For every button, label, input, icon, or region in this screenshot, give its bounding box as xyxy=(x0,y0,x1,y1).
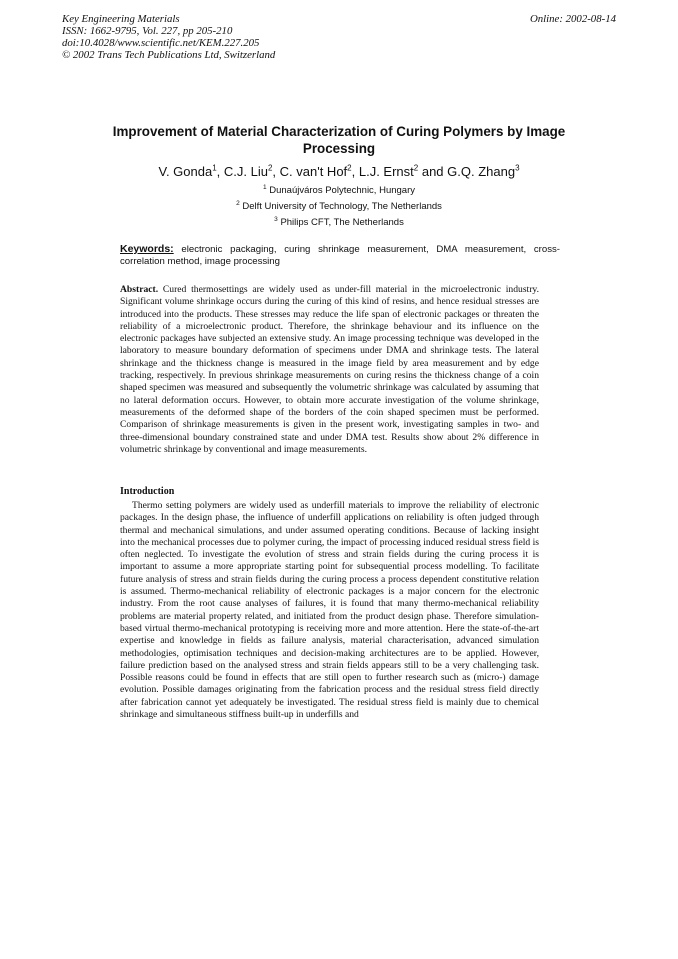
author: G.Q. Zhang$^3$ xyxy=(447,164,520,180)
abstract-label: Abstract. xyxy=(120,284,159,295)
author: C. van't Hof$^2$, xyxy=(279,164,359,180)
keywords-section xyxy=(120,243,560,268)
keywords-text: electronic packaging, curing shrinkage measurement, DMA measurement, cross-correlation method, image processing xyxy=(120,244,560,267)
online-date: Online: 2002-08-14 xyxy=(529,13,616,25)
abstract xyxy=(120,284,539,456)
author: V. Gonda$^1$, xyxy=(158,164,224,180)
issn-line: ISSN: 1662-9795, Vol. 227, pp 205-210 xyxy=(62,25,233,37)
keywords-label: Keywords: xyxy=(120,243,174,255)
abstract-text: Cured thermosettings are widely used as under-fill material in the microelectronic industry. Significant volume shrinkage occurs during the curing of this kind of resins, and hence residual stresses are introduced into the products. These stresses may reduce the life span of electronic packages or threaten the reliability of a microelectronic product. Therefore, the shrinkage behaviour and its influence on the electronic packages have subjected an extensive study. An image processing technique was developed in the laboratory to measure boundary deformation of specimens under DMA and shrinkage tests. The lateral shrinkage and the thickness change is measured in the image field by area measurement and by edge tracking, respectively. In previous shrinkage measurements on curing resins the thickness change of a coin shaped specimen was measured and subsequently the volumetric shrinkage was calculated by assuming that no lateral deformation occurs. However, to obtain more accurate investigation of the volume shrinkage, measurements of the deformed shape of the borders of the coin shaped specimen must be performed. Comparison of shrinkage measurements is given in the present work, investigating samples in two- and three-dimensional boundary constrained state and under DMA test. Results show about 2% difference in volumetric shrinkage by conventional and image measurements. xyxy=(120,284,539,455)
affiliation: $^1$ Dunaújváros Polytechnic, Hungary xyxy=(262,184,415,197)
paper-title: Improvement of Material Characterization of Curing Polymers by Image Processing xyxy=(112,124,566,156)
journal-name: Key Engineering Materials xyxy=(62,13,180,25)
doi-line: doi:10.4028/www.scientific.net/KEM.227.205 xyxy=(62,37,260,49)
affiliation: $^3$ Philips CFT, The Netherlands xyxy=(274,216,404,229)
journal-header xyxy=(62,13,616,61)
section-heading-introduction: Introduction xyxy=(120,486,175,497)
copyright-line: © 2002 Trans Tech Publications Ltd, Switzerland xyxy=(62,49,276,61)
author: L.J. Ernst$^2$ and xyxy=(358,164,448,180)
author: C.J. Liu$^2$, xyxy=(223,164,280,180)
affiliation: $^2$ Delft University of Technology, The Netherlands xyxy=(236,200,442,213)
introduction-paragraph: Thermo setting polymers are widely used as underfill materials to improve the reliability of electronic packages. In the design phase, the influence of underfill applications on reliability is often judged through thermal and mechanical simulations, and under assumed operating conditions. Because of lacking insight into the mechanical processes due to polymer curing, the impact of processing induced residual stress field is often neglected. To investigate the evolution of stress and strain fields during the curing process it is important to assume a more appropriate starting point for subsequential process modelling. To facilitate future analysis of stress and strain fields during the curing process a process dependent constitutive relation is assumed. Thermo-mechanical reliability of electronic packages is a major concern for the electronic industry. From the root cause analyses of failures, it is found that many thermo-mechanical reliability problems are material property related, and initiated from the product design phase. Therefore simulation-based virtual thermo-mechanical prototyping is receiving more and more attention. Here the state-of-the-art expertise and knowledge in fields as failure analysis, material characterisation, advanced simulation methodologies, optimisation techniques and decision-making architectures are to be applied. However, failure prediction based on the analysed stress and strain fields appears still to be a very challenging task. Possible reasons could be found in effects that are still open to further research such as (micro-) damage evolution. Possible damages originating from the fabrication process and the residual stress field directly after fabrication cannot yet adequately be investigated. The residual stress field is mainly due to chemical shrinkage and simultaneous stiffness built-up in underfills and xyxy=(120,500,539,721)
author-list xyxy=(60,164,618,179)
